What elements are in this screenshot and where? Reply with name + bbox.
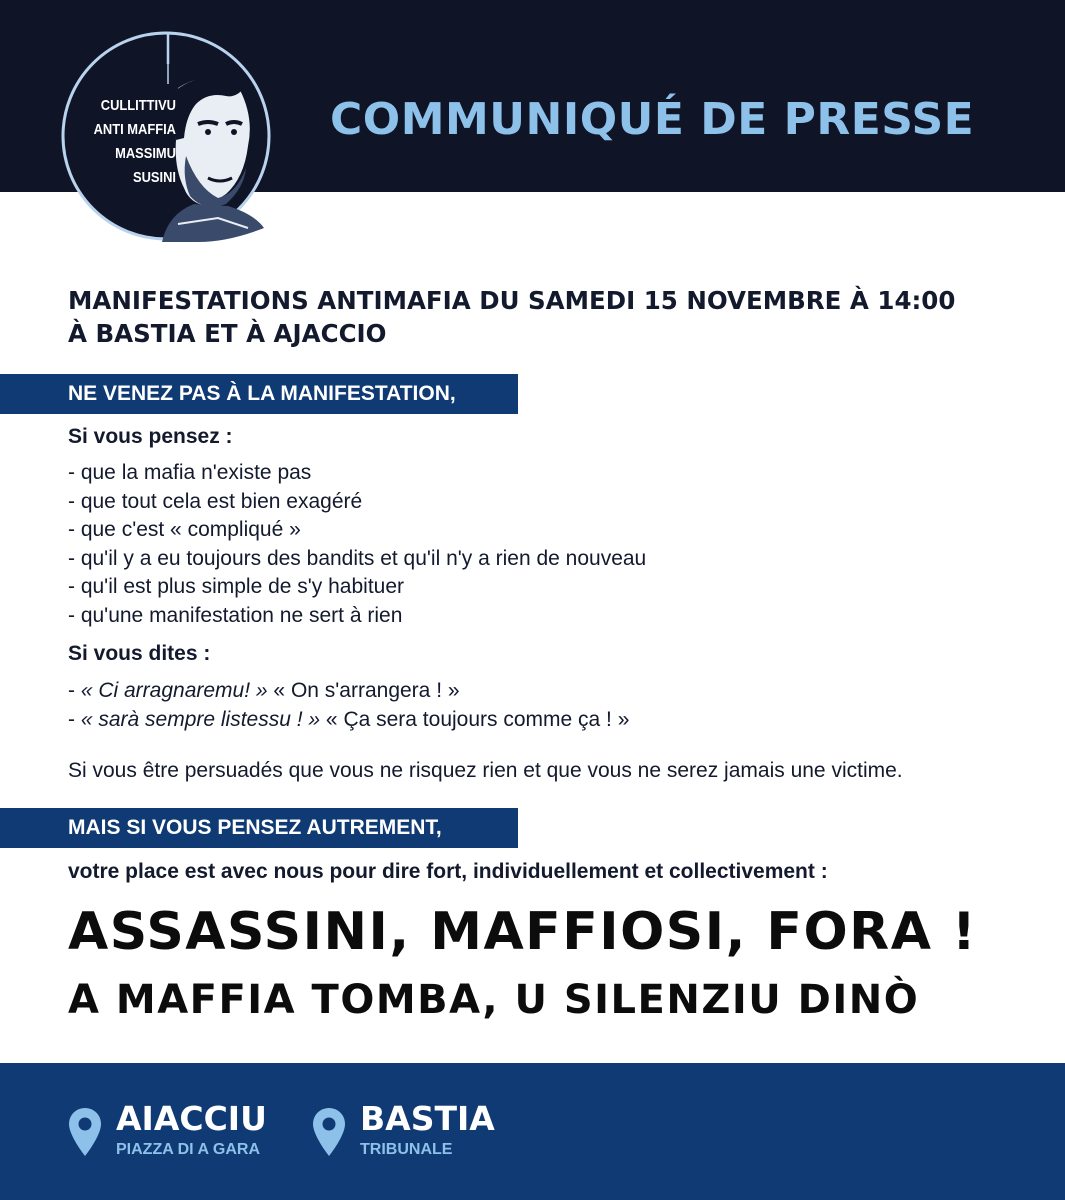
map-pin-icon [68, 1107, 102, 1157]
si-vous-pensez-label: Si vous pensez : [68, 425, 233, 448]
french-quote: « On s'arrangera ! » [267, 679, 460, 702]
pensez-list [68, 459, 646, 631]
section-bar-label: MAIS SI VOUS PENSEZ AUTREMENT, [68, 816, 442, 839]
list-item [68, 706, 629, 735]
list-item [68, 677, 629, 706]
list-item: - qu'il est plus simple de s'y habituer [68, 575, 405, 599]
list-item: - que la mafia n'existe pas [68, 461, 312, 484]
si-vous-dites-label: Si vous dites : [68, 642, 211, 665]
section-bar-think-otherwise [0, 808, 518, 848]
corsican-quote: « sarà sempre listessu ! » [80, 707, 321, 731]
logo-line: ANTI MAFFIA [93, 121, 176, 138]
call-to-action-intro: votre place est avec nous pour dire fort, individuellement et collectivement : [68, 860, 828, 883]
corsican-quote: « Ci arragnaremu! » [80, 679, 268, 702]
logo-line: CULLITTIVU [100, 97, 176, 114]
logo-text [75, 94, 176, 190]
list-item: - que tout cela est bien exagéré [68, 489, 363, 513]
logo-line: MASSIMU [115, 145, 176, 162]
headline-line-2: À BASTIA ET À AJACCIO [68, 319, 387, 348]
location-place: TRIBUNALE [360, 1141, 453, 1158]
location-city: BASTIA [360, 1099, 495, 1138]
dash: - [68, 707, 81, 731]
slogan-main: ASSASSINI, MAFFIOSI, FORA ! [68, 902, 978, 962]
slogan-secondary: A MAFFIA TOMBA, U SILENZIU DINÒ [68, 977, 920, 1023]
event-headline [68, 284, 955, 350]
location-place: PIAZZA DI A GARA [116, 1141, 260, 1158]
logo-line: SUSINI [132, 169, 176, 186]
location-city: AIACCIU [116, 1099, 267, 1138]
map-pin-icon [312, 1107, 346, 1157]
list-item: - qu'une manifestation ne sert à rien [68, 603, 403, 627]
section-bar-label: NE VENEZ PAS À LA MANIFESTATION, [68, 382, 456, 405]
french-quote: « Ça sera toujours comme ça ! » [320, 707, 630, 731]
list-item: - que c'est « compliqué » [68, 518, 301, 542]
collective-logo [58, 28, 274, 244]
list-item: - qu'il y a eu toujours des bandits et qu'il n'y a rien de nouveau [68, 546, 647, 570]
dash: - [68, 679, 81, 702]
section-bar-dont-come [0, 374, 518, 414]
closing-sentence: Si vous être persuadés que vous ne risquez rien et que vous ne serez jamais une victime. [68, 759, 903, 782]
dites-list [68, 677, 629, 734]
headline-line-1: MANIFESTATIONS ANTIMAFIA DU SAMEDI 15 NOVEMBRE À 14:00 [68, 286, 956, 315]
page-title: COMMUNIQUÉ DE PRESSE [330, 94, 975, 145]
